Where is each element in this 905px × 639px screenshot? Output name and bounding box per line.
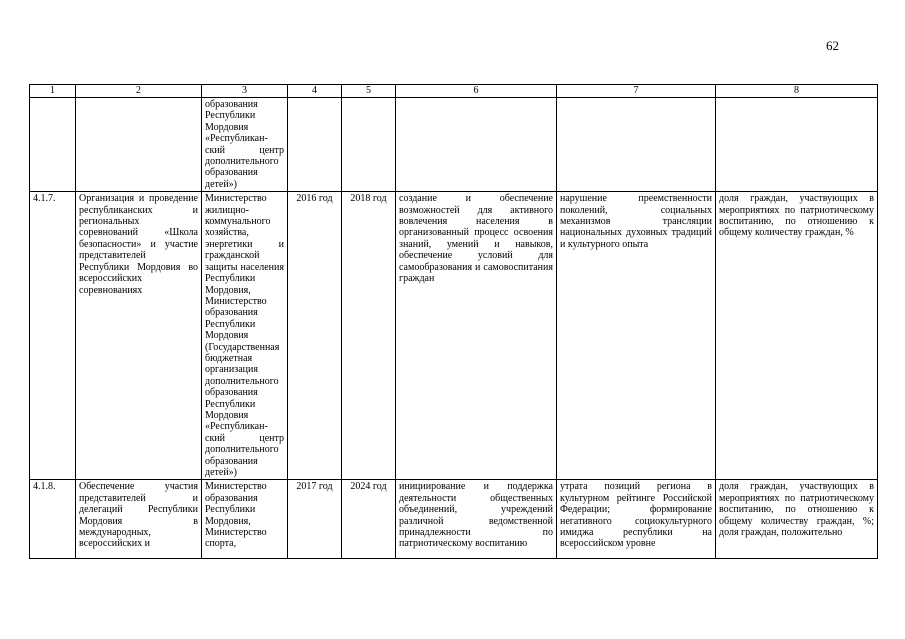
table-row [30, 98, 878, 192]
column-number-row [30, 85, 878, 98]
indicator: доля граждан, участвующих в мероприятиях по патриотическому воспитанию, по отношению к общему количеству граждан, % [716, 192, 878, 480]
start-year: 2016 год [288, 192, 342, 480]
measure-name: Обеспечение участия представителей и делегаций Республики Мордовия в международных, всероссийских и [76, 480, 202, 559]
executor: Министерство образования Республики Мордовия, Министерство спорта, [202, 480, 288, 559]
table-row [30, 480, 878, 559]
column-header: 8 [716, 85, 878, 98]
measure-name [76, 98, 202, 192]
column-header: 6 [396, 85, 557, 98]
program-table [29, 84, 878, 559]
indicator: доля граждан, участвующих в мероприятиях по патриотическому воспитанию, по отношению к общему количеству граждан, %; доля граждан, положительно [716, 480, 878, 559]
page-number: 62 [826, 38, 839, 53]
expected-result: создание и обеспечение возможностей для активного вовлечения населения в организованный процесс освоения знаний, умений и навыков, обеспечение условий для самообразования и самовоспитания граждан [396, 192, 557, 480]
end-year: 2018 год [342, 192, 396, 480]
end-year [342, 98, 396, 192]
expected-result [396, 98, 557, 192]
row-number [30, 98, 76, 192]
indicator [716, 98, 878, 192]
row-number: 4.1.8. [30, 480, 76, 559]
column-header: 1 [30, 85, 76, 98]
consequences: утрата позиций региона в культурном рейтинге Российской Федерации; формирование негативного социокультурного имиджа республики на всероссийском уровне [557, 480, 716, 559]
table-row [30, 192, 878, 480]
expected-result: инициирование и поддержка деятельности общественных объединений, учреждений различной ведомственной принадлежности по патриотическому воспитанию [396, 480, 557, 559]
column-header: 3 [202, 85, 288, 98]
measure-name: Организация и проведение республиканских и региональных соревнований «Школа безопасности» и участие представителей Республики Мордовия во всероссийских соревнованиях [76, 192, 202, 480]
column-header: 7 [557, 85, 716, 98]
column-header: 2 [76, 85, 202, 98]
end-year: 2024 год [342, 480, 396, 559]
executor: Министерство жилищно-коммунального хозяйства, энергетики и гражданской защиты населения Республики Мордовия, Министерство образования Республики Мордовия (Государственная бюджетная организация дополнительного образования Республики Мордовия «Республикан-ский центр дополнительного образования детей») [202, 192, 288, 480]
executor: образования Республики Мордовия «Республикан-ский центр дополнительного образования детей») [202, 98, 288, 192]
consequences [557, 98, 716, 192]
column-header: 5 [342, 85, 396, 98]
column-header: 4 [288, 85, 342, 98]
consequences: нарушение преемственности поколений, социальных механизмов трансляции национальных духовных традиций и культурного опыта [557, 192, 716, 480]
row-number: 4.1.7. [30, 192, 76, 480]
start-year [288, 98, 342, 192]
start-year: 2017 год [288, 480, 342, 559]
